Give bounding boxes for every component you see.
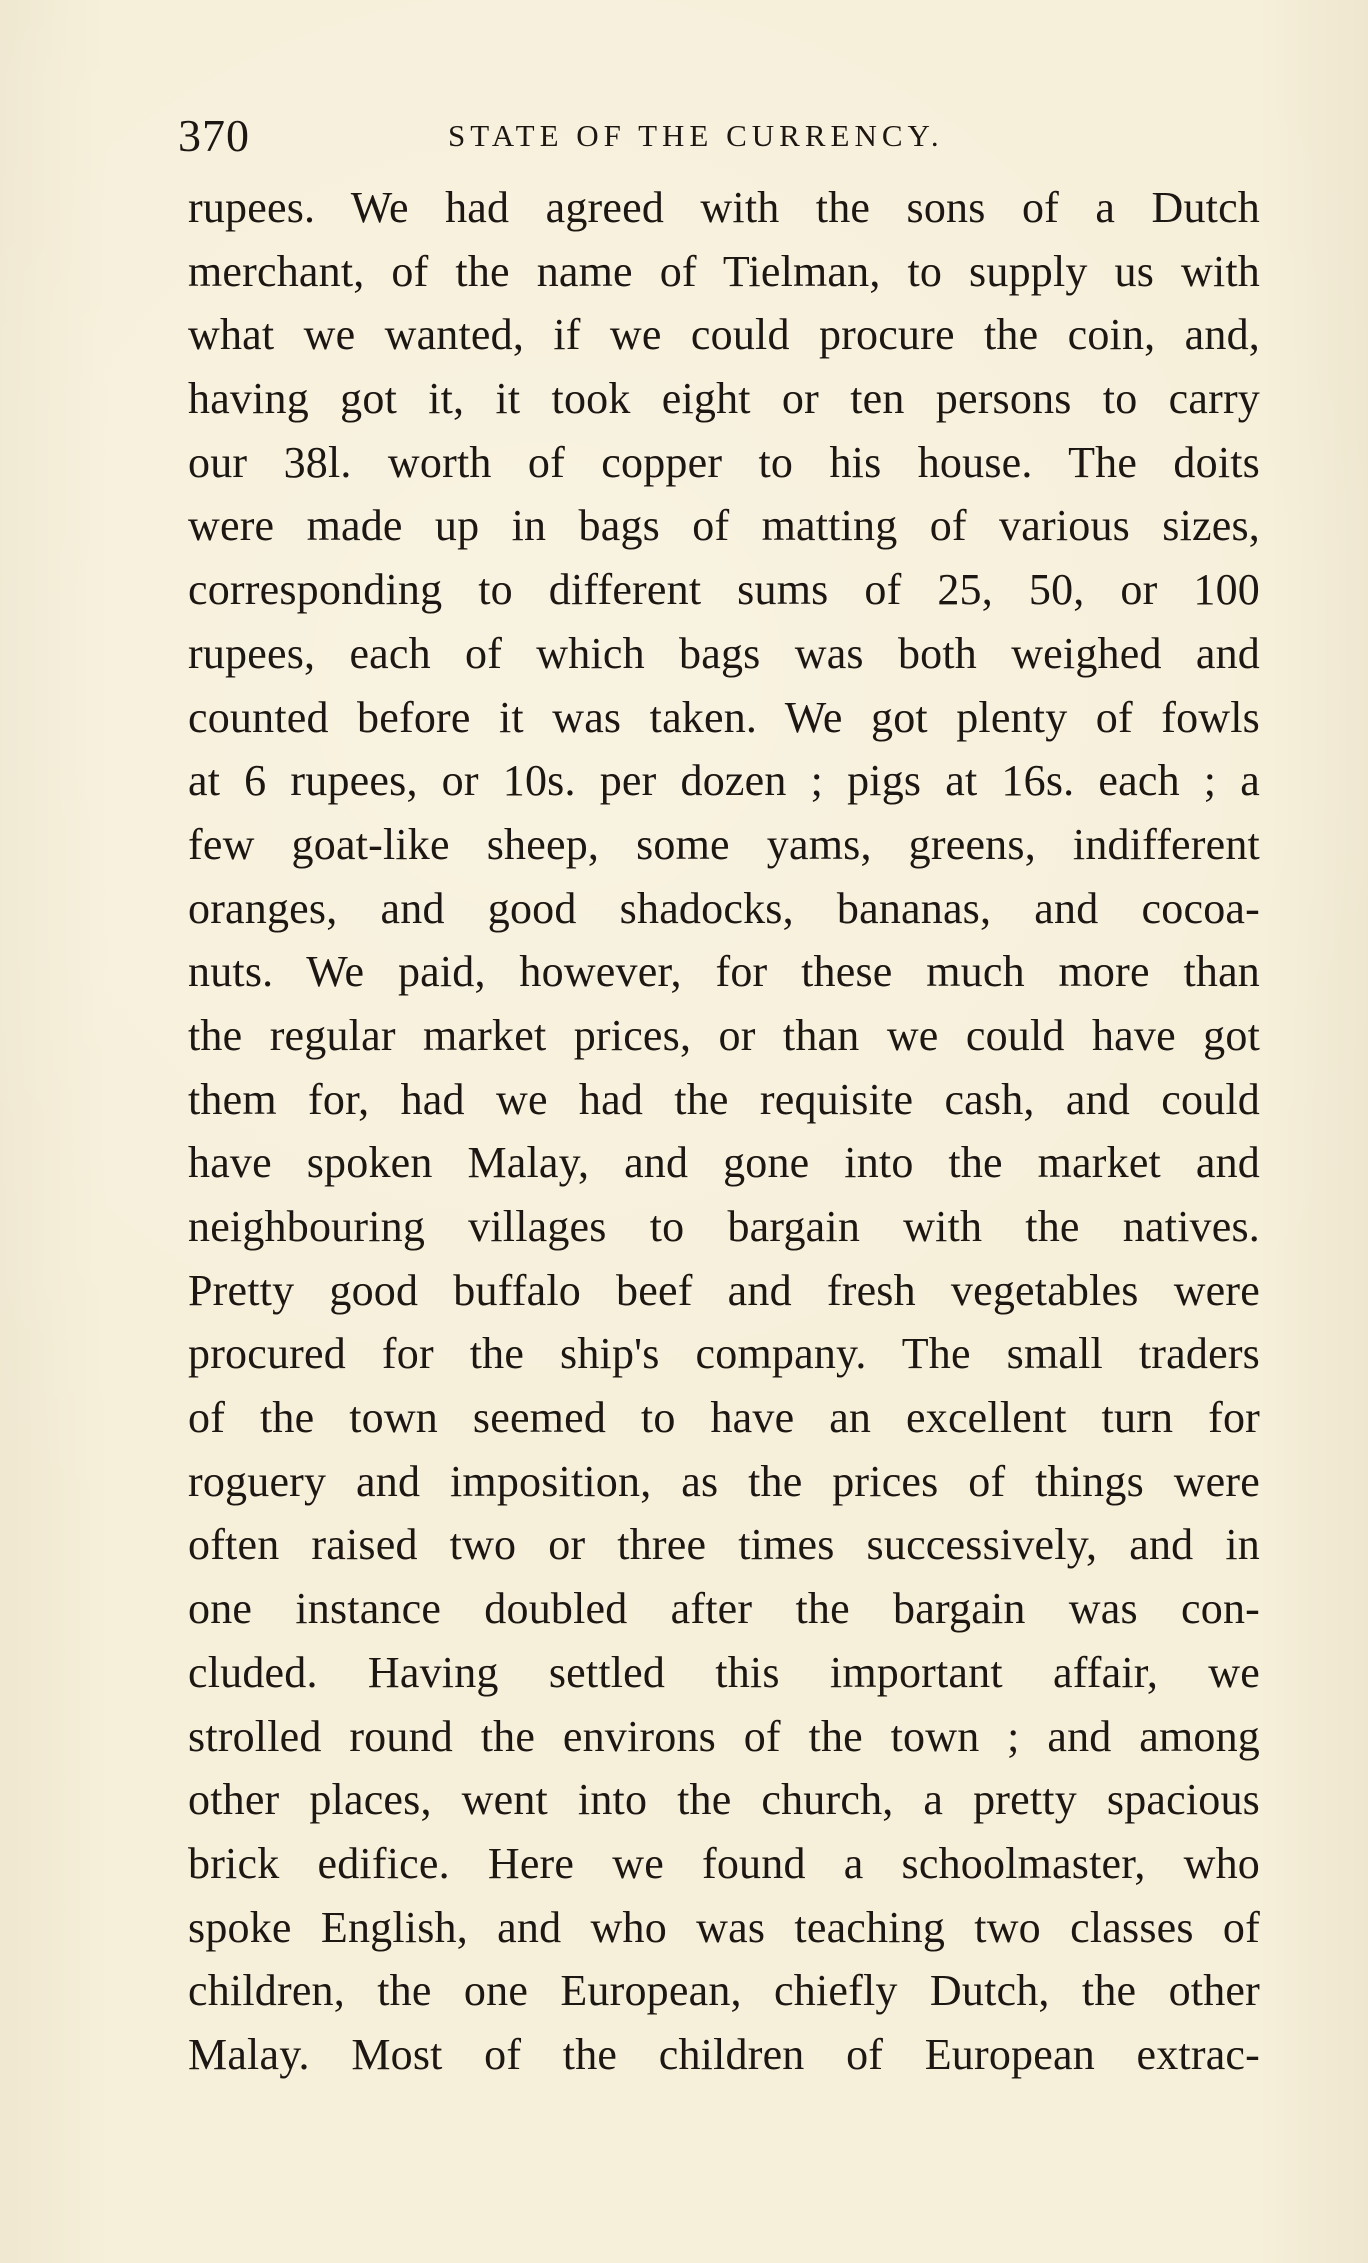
text-line: brick edifice. Here we found a schoolmaster, who [188,1838,1260,1888]
text-line: them for, had we had the requisite cash, and could [188,1074,1260,1124]
body-text [188,176,1260,2087]
text-line: neighbouring villages to bargain with the natives. [188,1202,1260,1251]
text-line: few goat-like sheep, some yams, greens, indifferent [188,819,1260,869]
text-line: our 38l. worth of copper to his house. The doits [188,437,1260,487]
text-line: often raised two or three times successively, and in [188,1520,1260,1570]
text-line: one instance doubled after the bargain was con- [188,1584,1260,1634]
running-title: STATE OF THE CURRENCY. [448,118,944,153]
page-number: 370 [178,110,250,161]
running-head [178,106,1258,166]
text-line: were made up in bags of matting of various sizes, [188,501,1260,551]
text-line: having got it, it took eight or ten persons to carry [188,374,1260,424]
text-line: nuts. We paid, however, for these much more than [188,947,1260,997]
text-line: rupees. We had agreed with the sons of a Dutch [188,183,1260,232]
text-line: at 6 rupees, or 10s. per dozen ; pigs at 16s. each ; a [188,756,1260,806]
text-line: oranges, and good shadocks, bananas, and cocoa- [188,883,1260,933]
text-line: roguery and imposition, as the prices of things were [188,1456,1260,1506]
text-line: merchant, of the name of Tielman, to supply us with [188,246,1260,296]
text-line: of the town seemed to have an excellent turn for [188,1393,1260,1443]
text-line: corresponding to different sums of 25, 50, or 100 [188,565,1260,615]
text-line: spoke English, and who was teaching two classes of [188,1902,1260,1952]
text-line: procured for the ship's company. The small traders [188,1329,1260,1379]
text-line: have spoken Malay, and gone into the market and [188,1138,1260,1188]
text-line: other places, went into the church, a pretty spacious [188,1775,1260,1825]
text-line: children, the one European, chiefly Dutch, the other [188,1966,1260,2016]
text-line: counted before it was taken. We got plenty of fowls [188,692,1260,742]
text-line: the regular market prices, or than we could have got [188,1010,1260,1060]
text-line: strolled round the environs of the town ; and among [188,1711,1260,1761]
text-line: cluded. Having settled this important affair, we [188,1647,1260,1697]
text-line: rupees, each of which bags was both weighed and [188,628,1260,678]
text-line: Pretty good buffalo beef and fresh vegetables were [188,1265,1260,1315]
text-line: Malay. Most of the children of European extrac- [188,2029,1260,2079]
text-line: what we wanted, if we could procure the coin, and, [188,310,1260,360]
